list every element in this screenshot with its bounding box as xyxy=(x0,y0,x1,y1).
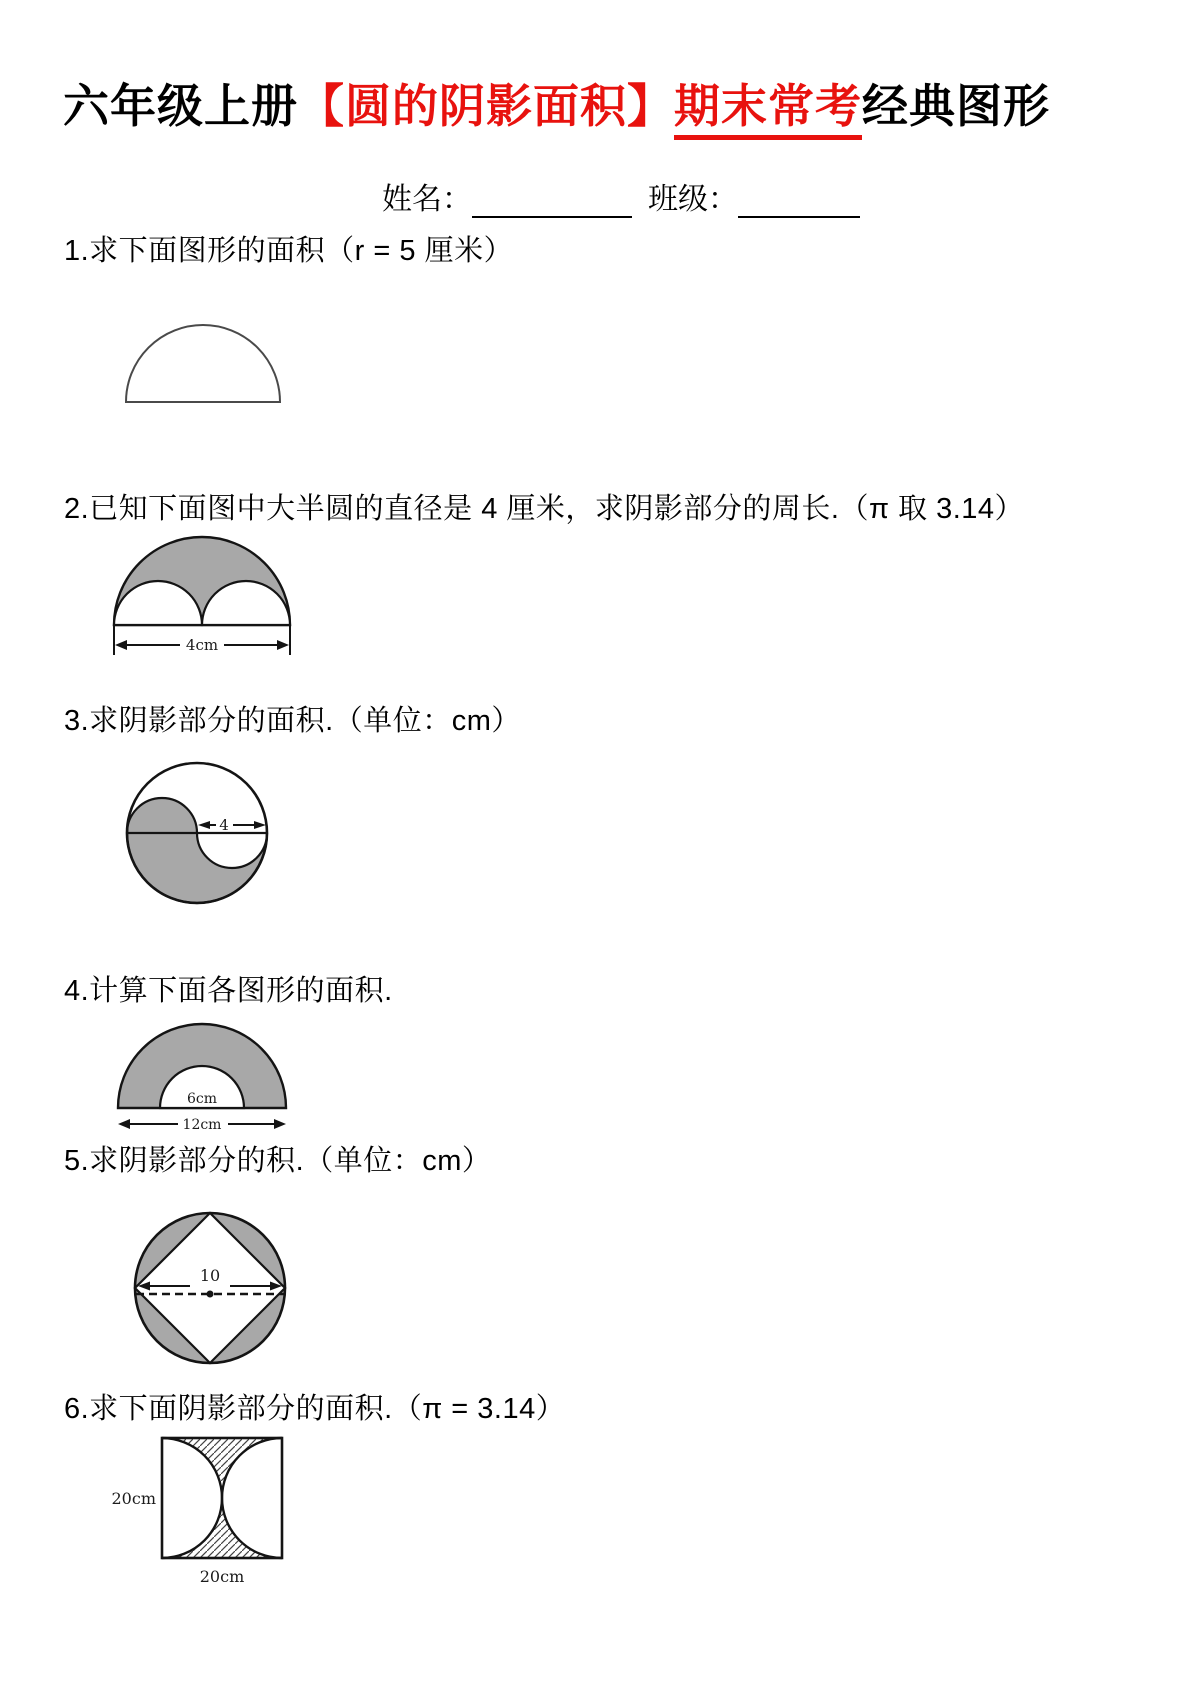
title-topic: 【圆的阴影面积】 xyxy=(298,80,674,132)
class-blank-line xyxy=(738,180,860,218)
title-grade: 六年级上册 xyxy=(63,80,298,132)
outer-circle xyxy=(135,1213,285,1363)
figure-3-yinyang-circle xyxy=(122,758,272,908)
class-label: 班级： xyxy=(648,183,738,216)
figure-6-square-with-semicircles xyxy=(102,1432,332,1597)
problem-2-text: 2.已知下面图中大半圆的直径是 4 厘米，求阴影部分的周长.（π 取 3.14） xyxy=(64,493,1025,525)
outer-dimension-label: 12cm xyxy=(182,1117,222,1133)
dimension-label: 4 xyxy=(219,816,229,834)
left-arrowhead-icon xyxy=(115,640,127,650)
problem-3-text: 3.求阴影部分的面积.（单位：cm） xyxy=(64,705,521,737)
yinyang-shaded-region xyxy=(127,798,267,903)
dimension-label: 10 xyxy=(199,1266,221,1285)
right-arrowhead-icon xyxy=(277,640,289,650)
right-arrowhead-icon xyxy=(274,1119,286,1129)
name-blank-line xyxy=(472,180,632,218)
name-class-row xyxy=(382,174,860,218)
center-dot xyxy=(207,1291,214,1298)
left-dimension-label: 20cm xyxy=(111,1489,156,1508)
bottom-dimension-label: 20cm xyxy=(199,1567,245,1586)
dimension-label: 4cm xyxy=(185,636,219,654)
name-label: 姓名： xyxy=(382,183,472,216)
page-title xyxy=(63,70,1050,136)
title-exam-tag: 期末常考 xyxy=(674,80,862,140)
figure-2-shaded-semicircle xyxy=(100,533,310,668)
problem-4-text: 4.计算下面各图形的面积. xyxy=(64,975,393,1007)
figure-5-circle-inscribed-square xyxy=(130,1208,290,1368)
problem-5-text: 5.求阴影部分的积.（单位：cm） xyxy=(64,1145,492,1177)
figure-4-half-annulus xyxy=(102,1020,302,1138)
problem-6-text: 6.求下面阴影部分的面积.（π = 3.14） xyxy=(64,1393,566,1425)
semicircle-shape xyxy=(126,325,280,402)
title-classic: 经典图形 xyxy=(862,80,1050,132)
problem-1-text: 1.求下面图形的面积（r = 5 厘米） xyxy=(64,235,514,267)
left-arrowhead-icon xyxy=(118,1119,130,1129)
figure-1-semicircle xyxy=(118,318,288,408)
inner-dimension-label: 6cm xyxy=(186,1091,218,1107)
